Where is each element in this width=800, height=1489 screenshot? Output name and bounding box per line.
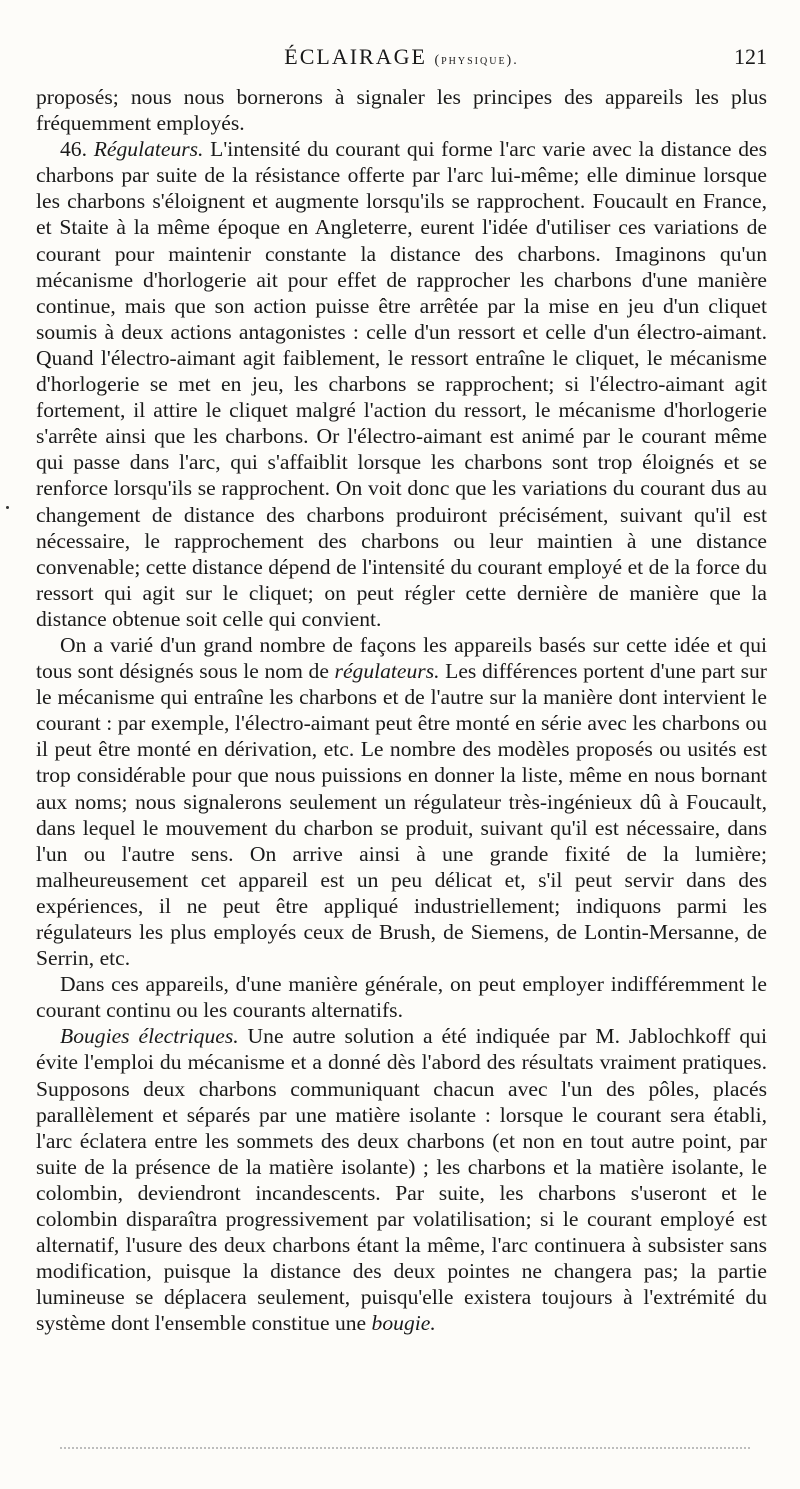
paragraph-variantes [36, 632, 767, 971]
paragraph-regulateurs [36, 136, 767, 632]
paragraph-continuation [36, 84, 767, 136]
paragraph-appareils [36, 971, 767, 1023]
paragraph-text: Une autre solution a été indiquée par M. Jablochkoff qui évite l'emploi du mécanisme et a donné dès l'abord des résultats vraiment pratiques. Supposons deux charbons communiquant chacun avec l'un des pôles, placés parallèlement et séparés par une matière isolante : lorsque le courant sera établi, l'arc éclatera entre les sommets des deux charbons (et non en tout autre point, par suite de la présence de la matière isolante) ; les charbons et la matière isolante, le colombin, deviendront incandescents. Par suite, les charbons s'useront et le colombin disparaîtra progressivement par volatilisation; si le courant employé est alternatif, l'usure des deux charbons étant la même, l'arc continuera à subsister sans modification, puisque la distance des deux pointes ne changera pas; la partie lumineuse se déplacera seulement, puisqu'elle existera toujours à l'extrémité du système dont l'ensemble constitue une [36, 1024, 767, 1336]
running-title [36, 44, 767, 70]
paragraph-bougies [36, 1023, 767, 1336]
header-title: ÉCLAIRAGE [284, 44, 427, 69]
paragraph-text: L'intensité du courant qui forme l'arc varie avec la distance des charbons par suite de la résistance offerte par l'arc lui-même; elle diminue lorsque les charbons s'éloignent et augmente lorsqu'ils se rapprochent. Foucault en France, et Staite à la même époque en Angleterre, eurent l'idée d'utiliser ces variations de courant pour maintenir constante la distance des charbons. Imaginons qu'un mécanisme d'horlogerie ait pour effet de rapprocher les charbons d'une manière continue, mais que son action puisse être arrêtée par la mise en jeu d'un cliquet soumis à deux actions antagonistes : celle d'un ressort et celle d'un électro-aimant. Quand l'électro-aimant agit faiblement, le ressort entraîne le cliquet, le mécanisme d'horlogerie se met en jeu, les charbons se rapprochent; si l'électro-aimant agit fortement, il attire le cliquet malgré l'action du ressort, le mécanisme d'horlogerie s'arrête ainsi que les charbons. Or l'électro-aimant est animé par le courant même qui passe dans l'arc, qui s'affaiblit lorsque les charbons sont trop éloignés et se renforce lorsqu'ils se rapprochent. On voit donc que les variations du courant dus au changement de distance des charbons produiront précisément, suivant qu'il est nécessaire, le rapprochement des charbons ou leur maintien à une distance convenable; cette distance dépend de l'intensité du courant employé et de la force du ressort qui agit sur le cliquet; on peut régler cette dernière de manière que la distance obtenue soit celle qui convient. [36, 137, 767, 631]
section-heading: Bougies électriques. [60, 1024, 239, 1049]
running-header [36, 44, 767, 78]
header-subtitle: (physique). [434, 53, 519, 68]
section-number: 46. [60, 137, 87, 162]
margin-speck [6, 506, 9, 509]
paragraph-text: On a varié d'un grand nombre de façons les appareils basés sur cette idée et qui tous sont désignés sous le nom de [36, 632, 767, 684]
paragraph-text: Dans ces appareils, d'une manière générale, on peut employer indifféremment le courant continu ou les courants alternatifs. [36, 972, 767, 1023]
paragraph-text: Les différences portent d'une part sur le mécanisme qui entraîne les charbons et de l'autre sur la manière dont intervient le courant : par exemple, l'électro-aimant peut être monté en série avec les charbons ou il peut être monté en dérivation, etc. Le nombre des modèles proposés ou usités est trop considérable pour que nous puissions en donner la liste, même en nous bornant aux noms; nous signalerons seulement un régulateur très-ingénieux dû à Foucault, dans lequel le mouvement du charbon se produit, suivant qu'il est nécessaire, dans l'un ou l'autre sens. On arrive ainsi à une grande fixité de la lumière; malheureusement cet appareil est un peu délicat et, s'il peut servir dans des expériences, il ne peut être appliqué industriellement; indiquons parmi les régulateurs les plus employés ceux de Brush, de Siemens, de Lontin-Mersanne, de Serrin, etc. [36, 659, 767, 971]
emphasis-term: bougie. [371, 1311, 436, 1336]
bleed-through-rule [60, 1447, 750, 1449]
page-body [36, 84, 767, 1337]
emphasis-term: régulateurs. [334, 659, 440, 684]
section-heading: Régulateurs. [93, 137, 204, 162]
page-number: 121 [734, 44, 767, 69]
paragraph-text: proposés; nous nous bornerons à signaler les principes des appareils les plus fréquemment employés. [36, 85, 767, 136]
